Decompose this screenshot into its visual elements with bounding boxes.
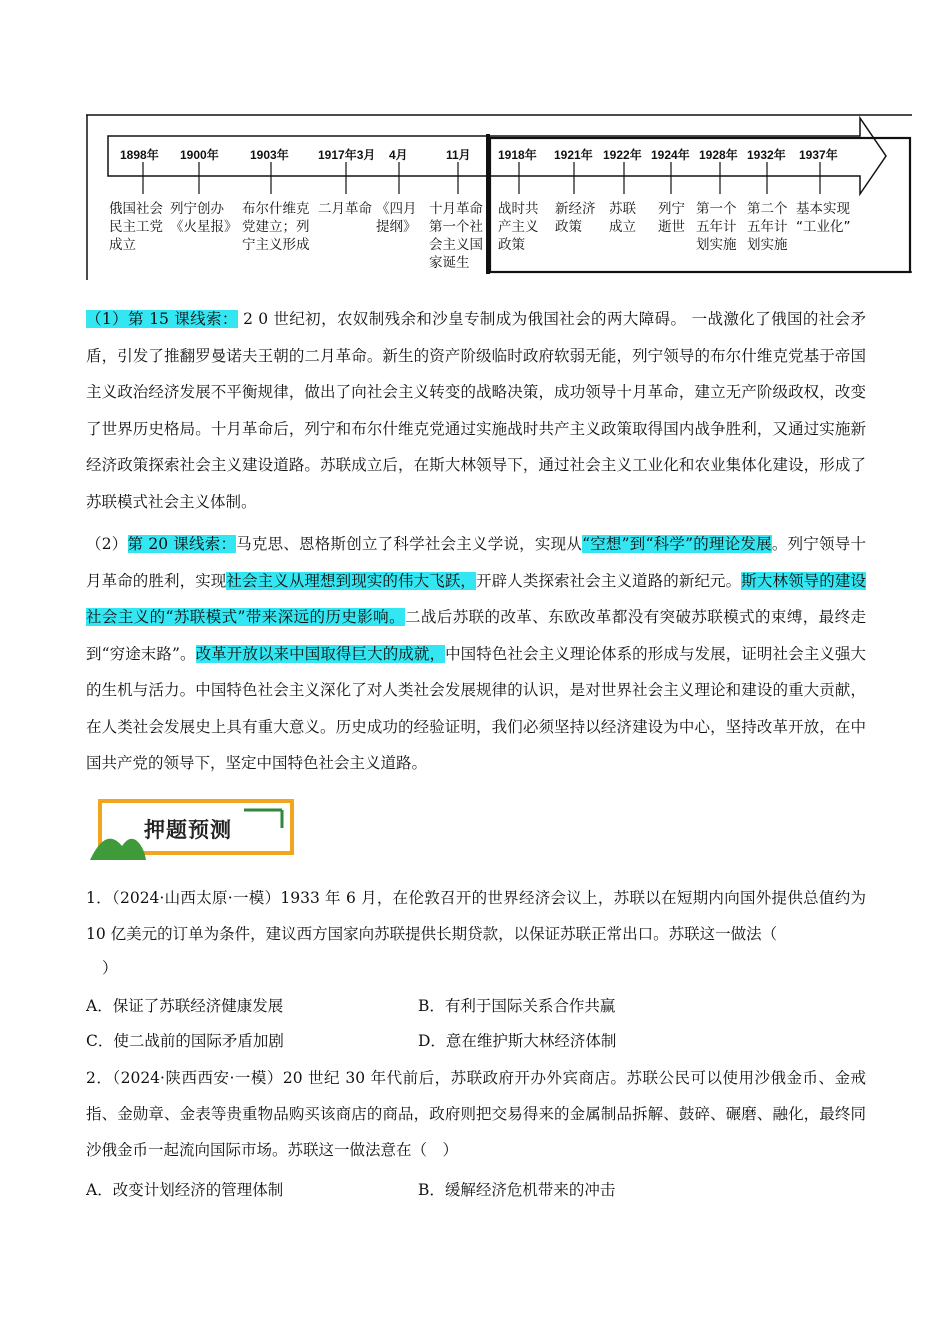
question-1-option-c[interactable]: C．使二战前的国际矛盾加剧 [86,1032,284,1050]
clue-2-label: 第 20 课线索： [127,535,237,553]
timeline-year: 1917年3月 [318,148,376,162]
timeline-event: 列宁 逝世 [658,201,685,235]
question-1-option-d[interactable]: D．意在维护斯大林经济体制 [418,1032,617,1050]
question-1-text: 1．（2024·山西太原·一模）1933 年 6 月，在伦敦召开的世界经济会议上，苏联以在短期内向国外提供总值约为 10 亿美元的订单为条件，建议西方国家向苏联提供长期贷款，以保证苏联正常出口。苏联这一做法（ [86,889,866,943]
timeline-year: 1922年 [603,148,642,162]
timeline-event: 新经济 政策 [555,201,596,235]
clue-1-label: （1）第 15 课线索： [86,310,238,328]
timeline-event: 苏联 成立 [609,201,636,235]
question-2-option-a[interactable]: A．改变计划经济的管理体制 [86,1181,284,1199]
clue-2-highlight: 斯大林领导的建设社会主义的“苏联模式”带来深远的历史影响。 [86,571,866,626]
timeline-event: 第一个 五年计 划实施 [696,201,737,253]
timeline-event: 布尔什维克 党建立；列 宁主义形成 [242,201,310,253]
section-banner [86,796,298,862]
timeline-frame [86,114,912,280]
timeline-year: 1932年 [747,148,786,162]
clue-2-paragraph [86,526,866,782]
clue-2-text: 二战后苏联的改革、东欧改革都没有突破苏联模式的束缚，最终走到“穷途末路”。 [86,608,866,663]
timeline-year: 1900年 [180,148,219,162]
timeline-year: 1928年 [699,148,738,162]
question-1-option-a[interactable]: A．保证了苏联经济健康发展 [86,997,284,1015]
question-2-text: 2．（2024·陕西西安·一模）20 世纪 30 年代前后，苏联政府开办外宾商店。苏联公民可以使用沙俄金币、金戒指、金勋章、金表等贵重物品购买该商店的商品，政府则把交易得来的金属制品拆解、鼓碎、碾磨、融化，最终同沙俄金币一起流向国际市场。苏联这一做法意在（ ） [86,1069,866,1159]
timeline-event: 列宁创办 《火星报》 [170,201,238,235]
timeline-year: 11月 [446,148,471,162]
timeline-year: 1924年 [651,148,690,162]
timeline-event: 二月革命 [318,201,372,217]
timeline-event: 基本实现 “工业化” [796,201,851,235]
clue-2-prefix: （2） [86,535,128,553]
question-1-option-b[interactable]: B．有利于国际关系合作共赢 [418,997,616,1015]
banner-title: 押题预测 [144,818,232,842]
clue-2-text: 开辟人类探索社会主义道路的新纪元。 [476,571,742,590]
clue-2-highlight: 改革开放以来中国取得巨大的成就， [195,644,446,663]
timeline-year: 4月 [389,148,408,162]
timeline-year: 1903年 [250,148,289,162]
timeline-event: 十月革命 第一个社 会主义国 家诞生 [429,201,483,271]
question-1-stem-close: ） [102,959,118,977]
timeline-event: 俄国社会 民主工党 成立 [109,201,163,253]
clue-2-text: 。列宁领导十月革命的胜利，实现 [86,535,866,590]
timeline-ticks [143,162,820,194]
clue-1-paragraph [86,301,866,520]
question-2-stem [86,1060,866,1168]
question-2-option-b[interactable]: B．缓解经济危机带来的冲击 [418,1181,616,1199]
clue-2-text: 马克思、恩格斯创立了科学社会主义学说，实现从 [236,535,583,553]
timeline-year: 1918年 [498,148,537,162]
clue-2-highlight: “空想”到“科学”的理论发展 [582,535,772,553]
timeline-year: 1921年 [554,148,593,162]
timeline-year: 1937年 [799,148,838,162]
clue-1-text: 2 0 世纪初，农奴制残余和沙皇专制成为俄国社会的两大障碍。 一战激化了俄国的社会矛盾，引发了推翻罗曼诺夫王朝的二月革命。新生的资产阶级临时政府软弱无能，列宁领导的布尔什维克党基于帝国主义政治经济发展不平衡规律，做出了向社会主义转变的战略决策，成功领导十月革命，建立无产阶级政权，改变了世界历史格局。十月革命后，列宁和布尔什维克党通过实施战时共产主义政策取得国内战争胜利，又通过实施新经济政策探索社会主义建设道路。苏联成立后，在斯大林领导下，通过社会主义工业化和农业集体化建设，形成了苏联模式社会主义体制。 [86,310,866,511]
timeline-event: 《四月 提纲》 [376,201,417,235]
timeline-figure [86,114,912,280]
clue-2-text: 中国特色社会主义理论体系的形成与发展，证明社会主义强大的生机与活力。中国特色社会主义深化了对人类社会发展规律的认识，是对世界社会主义理论和建设的重大贡献，在人类社会发展史上具有重大意义。历史成功的经验证明，我们必须坚持以经济建设为中心，坚持改革开放，在中国共产党的领导下，坚定中国特色社会主义道路。 [86,644,866,772]
timeline-event: 战时共 产主义 政策 [498,201,539,253]
question-1-stem [86,880,866,952]
timeline-year: 1898年 [120,148,159,162]
clue-2-highlight: 社会主义从理想到现实的伟大飞跃， [226,571,477,590]
timeline-event: 第二个 五年计 划实施 [747,201,788,253]
